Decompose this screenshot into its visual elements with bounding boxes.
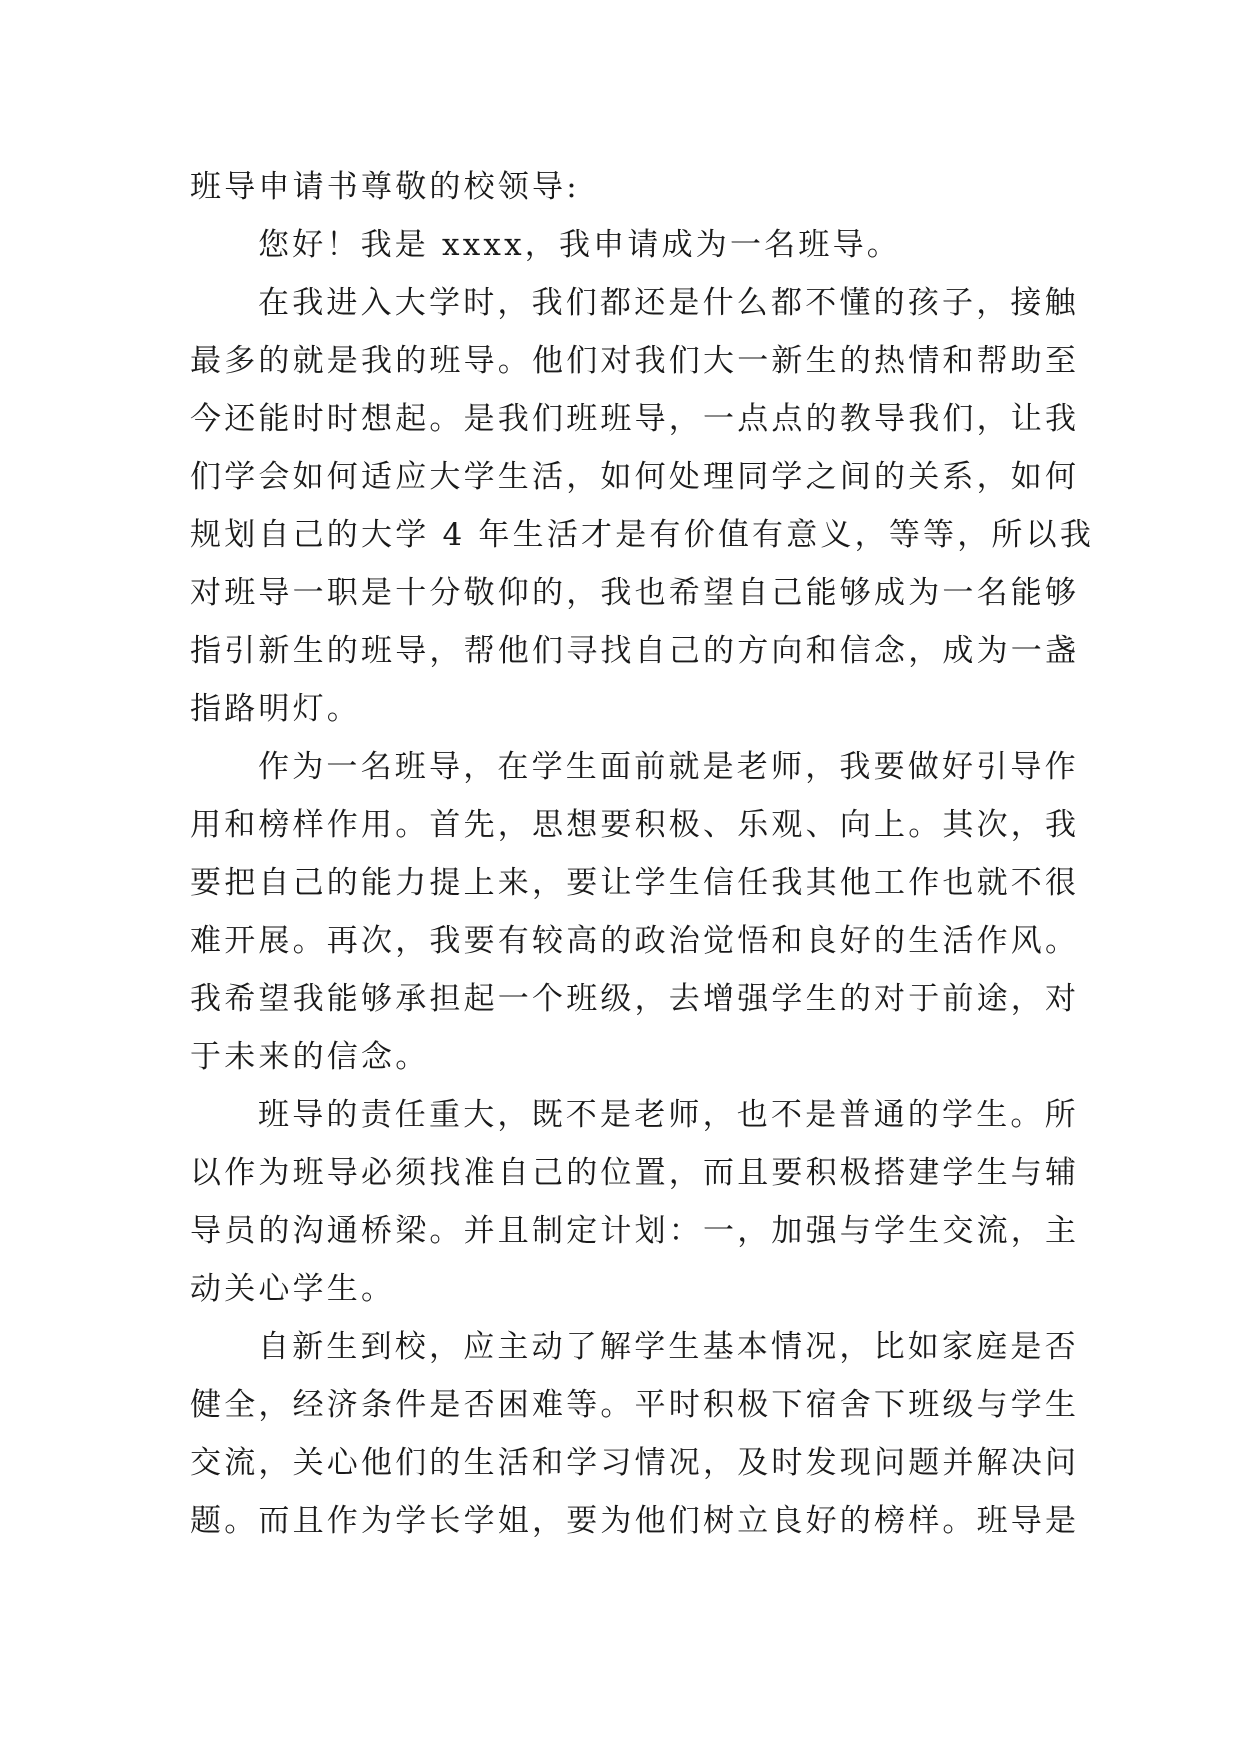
paragraph-3-line-2: 以作为班导必须找准自己的位置，而且要积极搭建学生与辅 <box>190 1155 1080 1191</box>
paragraph-1-line-3: 今还能时时想起。是我们班班导，一点点的教导我们，让我 <box>190 401 1080 437</box>
paragraph-3-line-4: 动关心学生。 <box>190 1271 396 1307</box>
paragraph-1-line-5: 规划自己的大学 4 年生活才是有价值有意义，等等，所以我 <box>190 517 1095 553</box>
paragraph-4-line-4: 题。而且作为学长学姐，要为他们树立良好的榜样。班导是 <box>190 1503 1080 1539</box>
paragraph-2-line-5: 我希望我能够承担起一个班级，去增强学生的对于前途，对 <box>190 981 1080 1017</box>
paragraph-4-line-3: 交流，关心他们的生活和学习情况，及时发现问题并解决问 <box>190 1445 1080 1481</box>
paragraph-1-line-2: 最多的就是我的班导。他们对我们大一新生的热情和帮助至 <box>190 343 1080 379</box>
paragraph-2-line-4: 难开展。再次，我要有较高的政治觉悟和良好的生活作风。 <box>190 923 1080 959</box>
paragraph-1-line-1: 在我进入大学时，我们都还是什么都不懂的孩子，接触 <box>258 285 1079 321</box>
paragraph-4-line-2: 健全，经济条件是否困难等。平时积极下宿舍下班级与学生 <box>190 1387 1080 1423</box>
greeting-line: 您好！我是 xxxx，我申请成为一名班导。 <box>258 227 901 263</box>
paragraph-2-line-3: 要把自己的能力提上来，要让学生信任我其他工作也就不很 <box>190 865 1080 901</box>
document-title-line: 班导申请书尊敬的校领导: <box>190 169 580 205</box>
paragraph-4-line-1: 自新生到校，应主动了解学生基本情况，比如家庭是否 <box>258 1329 1079 1365</box>
paragraph-2-line-1: 作为一名班导，在学生面前就是老师，我要做好引导作 <box>258 749 1079 785</box>
paragraph-1-line-6: 对班导一职是十分敬仰的，我也希望自己能够成为一名能够 <box>190 575 1080 611</box>
paragraph-1-line-7: 指引新生的班导，帮他们寻找自己的方向和信念，成为一盏 <box>190 633 1080 669</box>
paragraph-3-line-3: 导员的沟通桥梁。并且制定计划：一，加强与学生交流，主 <box>190 1213 1080 1249</box>
paragraph-2-line-6: 于未来的信念。 <box>190 1039 430 1075</box>
paragraph-2-line-2: 用和榜样作用。首先，思想要积极、乐观、向上。其次，我 <box>190 807 1080 843</box>
paragraph-3-line-1: 班导的责任重大，既不是老师，也不是普通的学生。所 <box>258 1097 1079 1133</box>
paragraph-1-line-4: 们学会如何适应大学生活，如何处理同学之间的关系，如何 <box>190 459 1080 495</box>
paragraph-1-line-8: 指路明灯。 <box>190 691 361 727</box>
